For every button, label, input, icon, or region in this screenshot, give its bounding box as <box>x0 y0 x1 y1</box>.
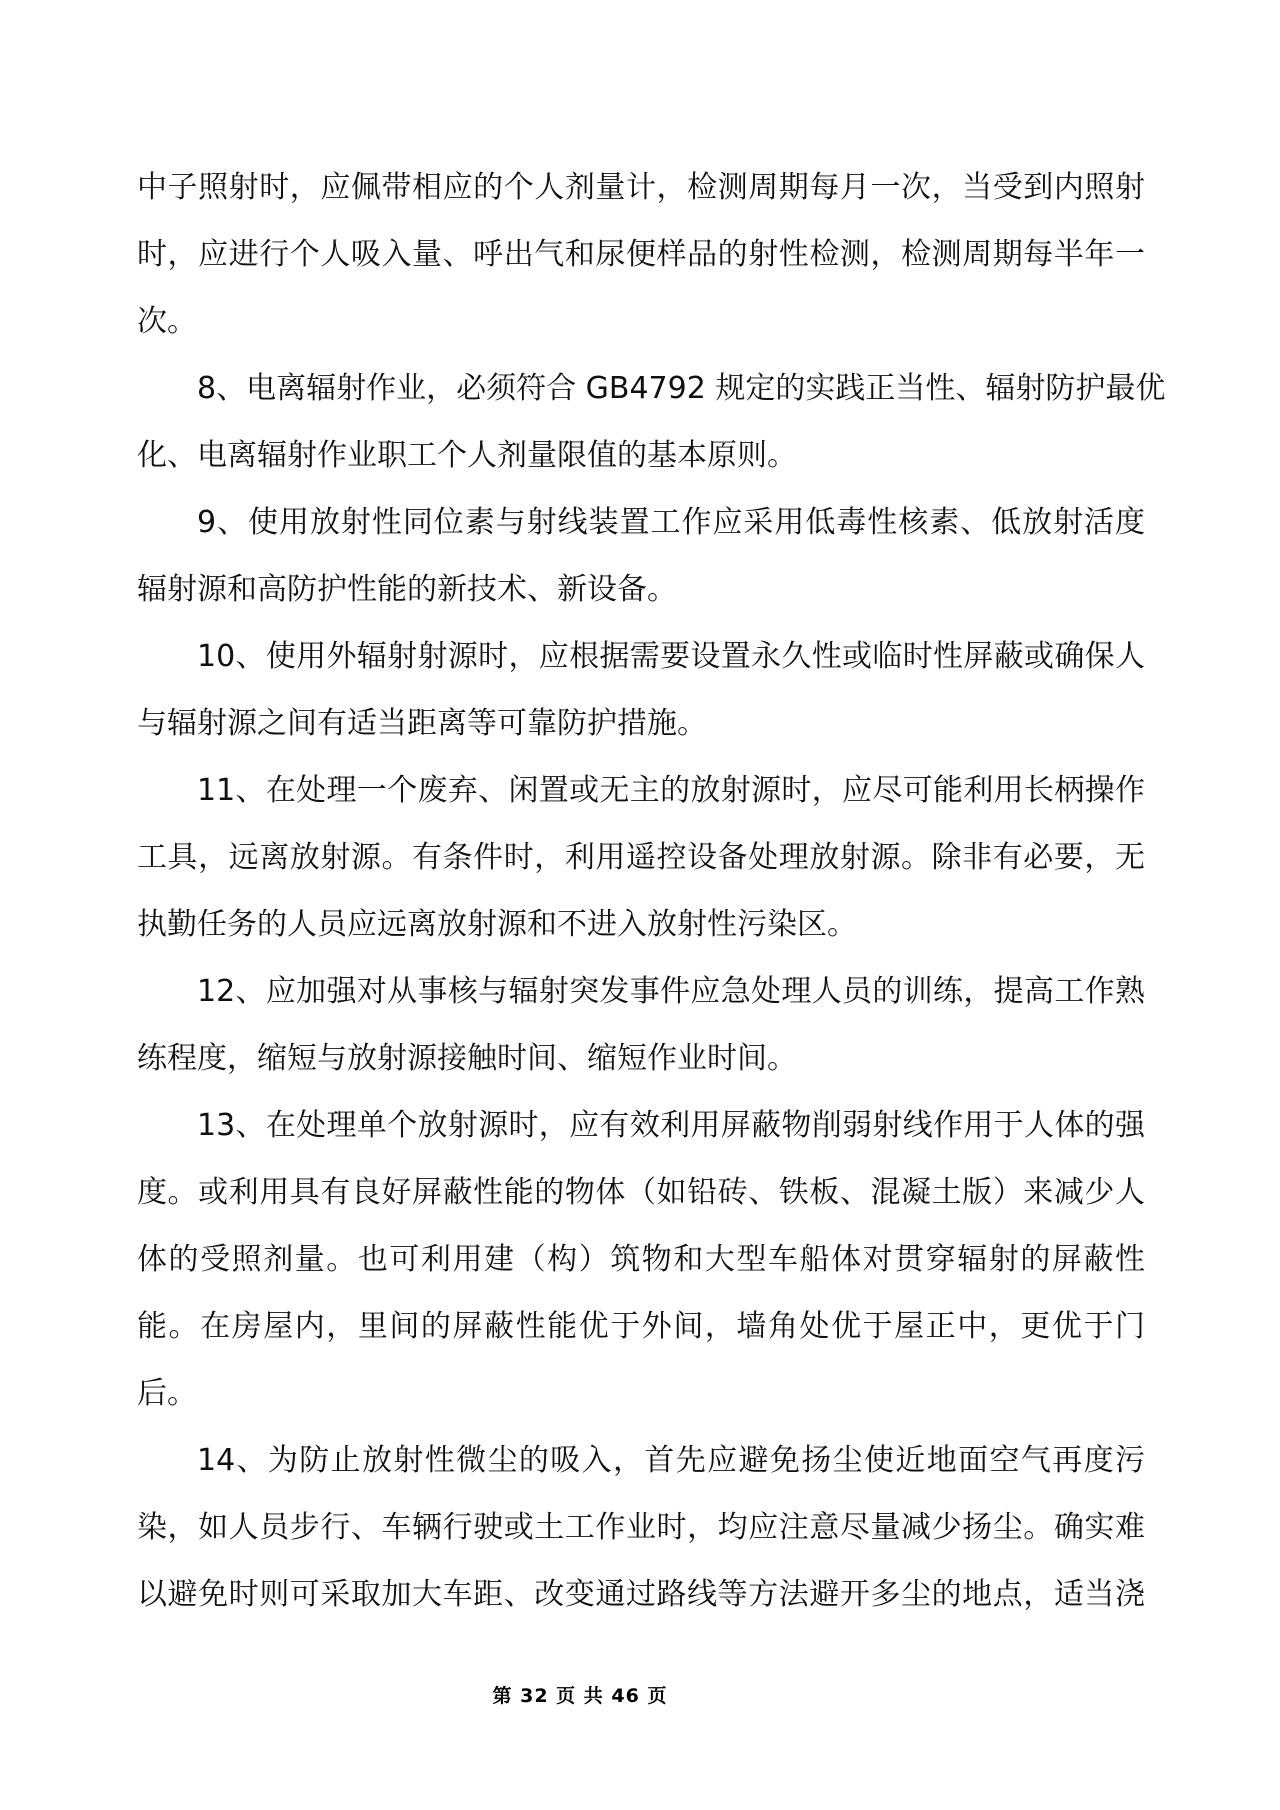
text-line: 体的受照剂量。也可利用建（构）筑物和大型车船体对贯穿辐射的屏蔽性 <box>137 1242 1145 1277</box>
text-line: 练程度，缩短与放射源接触时间、缩短作业时间。 <box>137 1041 797 1076</box>
text-line: 染，如人员步行、车辆行驶或土工作业时，均应注意尽量减少扬尘。确实难 <box>137 1510 1145 1545</box>
text-line: 执勤任务的人员应远离放射源和不进入放射性污染区。 <box>137 907 857 942</box>
page-footer <box>0 1680 1160 1712</box>
text-line: 辐射源和高防护性能的新技术、新设备。 <box>137 572 677 607</box>
text-line: 度。或利用具有良好屏蔽性能的物体（如铅砖、铁板、混凝土版）来减少人 <box>137 1175 1145 1210</box>
text-line: 化、电离辐射作业职工个人剂量限值的基本原则。 <box>137 438 797 473</box>
text-line: 13、在处理单个放射源时，应有效利用屏蔽物削弱射线作用于人体的强 <box>197 1108 1145 1143</box>
text-line: 次。 <box>137 304 197 339</box>
document-body <box>137 154 1166 1628</box>
page-number-label: 第 32 页 共 46 页 <box>492 1685 668 1707</box>
text-line: 以避免时则可采取加大车距、改变通过路线等方法避开多尘的地点，适当浇 <box>137 1577 1145 1612</box>
text-line: 中子照射时，应佩带相应的个人剂量计，检测周期每月一次，当受到内照射 <box>137 170 1145 205</box>
text-line: 8、电离辐射作业，必须符合 GB4792 规定的实践正当性、辐射防护最优 <box>197 371 1166 406</box>
text-line: 与辐射源之间有适当距离等可靠防护措施。 <box>137 706 707 741</box>
text-line: 能。在房屋内，里间的屏蔽性能优于外间，墙角处优于屋正中，更优于门 <box>137 1309 1145 1344</box>
text-line: 9、使用放射性同位素与射线装置工作应采用低毒性核素、低放射活度 <box>197 505 1145 540</box>
text-line: 14、为防止放射性微尘的吸入，首先应避免扬尘使近地面空气再度污 <box>197 1443 1145 1478</box>
text-line: 工具，远离放射源。有条件时，利用遥控设备处理放射源。除非有必要，无 <box>137 840 1145 875</box>
text-line: 后。 <box>137 1376 197 1411</box>
text-line: 11、在处理一个废弃、闲置或无主的放射源时，应尽可能利用长柄操作 <box>197 773 1145 808</box>
text-line: 12、应加强对从事核与辐射突发事件应急处理人员的训练，提高工作熟 <box>197 974 1145 1009</box>
text-line: 10、使用外辐射射源时，应根据需要设置永久性或临时性屏蔽或确保人 <box>197 639 1145 674</box>
text-line: 时，应进行个人吸入量、呼出气和尿便样品的射性检测，检测周期每半年一 <box>137 237 1145 272</box>
